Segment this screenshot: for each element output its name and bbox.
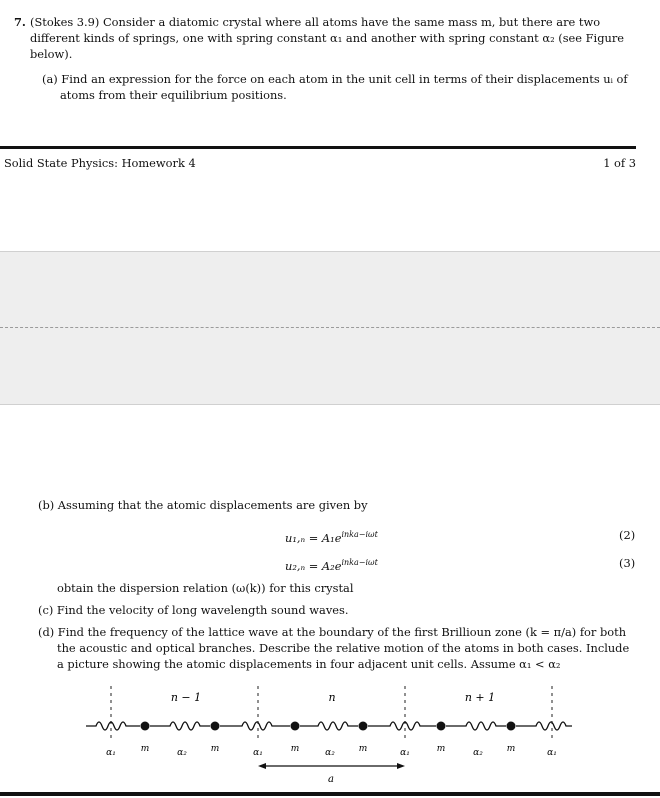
problem-number: 7. xyxy=(14,15,26,29)
spring-label: α₂ xyxy=(177,748,187,758)
spring-alpha2 xyxy=(446,722,506,730)
atom-mass xyxy=(291,722,300,731)
equation-2-number: (2) xyxy=(619,528,636,542)
cell-label: n + 1 xyxy=(464,691,496,704)
spring-label: α₁ xyxy=(253,748,263,758)
equation-3-body: u₂,ₙ = A₂e xyxy=(285,558,342,573)
equation-3-number: (3) xyxy=(619,556,636,570)
equation-2-body: u₁,ₙ = A₁e xyxy=(285,530,342,545)
diatomic-chain-figure xyxy=(0,678,660,798)
spring-label: α₂ xyxy=(325,748,335,758)
spring-label: α₁ xyxy=(106,748,116,758)
part-b-intro: (b) Assuming that the atomic displacements are given by xyxy=(38,498,368,512)
part-b-obtain: obtain the dispersion relation (ω(k)) for this crystal xyxy=(57,581,354,595)
part-a-line2: atoms from their equilibrium positions. xyxy=(60,88,287,102)
page-header-title: Solid State Physics: Homework 4 xyxy=(4,156,196,170)
arrow-head-left xyxy=(258,763,266,769)
mass-label: m xyxy=(436,744,446,754)
mass-label: m xyxy=(210,744,220,754)
mass-label: m xyxy=(506,744,516,754)
spring-alpha1 xyxy=(220,722,290,730)
part-d-line2: the acoustic and optical branches. Describe the relative motion of the atoms in both cases. Include xyxy=(57,641,630,655)
atom-mass xyxy=(437,722,446,731)
page-break-gap xyxy=(0,251,660,405)
arrow-head-right xyxy=(397,763,405,769)
part-d-line1: (d) Find the frequency of the lattice wave at the boundary of the first Brillioun zone (k = π/a) for both xyxy=(38,625,627,639)
equation-2-exponent: inka−iωt xyxy=(341,530,378,539)
spring-label: α₁ xyxy=(547,748,557,758)
spring-label: α₂ xyxy=(473,748,483,758)
part-d-line3: a picture showing the atomic displacements in four adjacent unit cells. Assume α₁ < α₂ xyxy=(57,657,561,671)
equation-3 xyxy=(285,555,378,574)
atom-mass xyxy=(211,722,220,731)
problem-intro-line2: different kinds of springs, one with spring constant α₁ and another with spring constant α₂ (see Figure xyxy=(30,31,625,45)
bottom-rule xyxy=(0,792,660,796)
page-number: 1 of 3 xyxy=(603,156,636,170)
problem-intro-line3: below). xyxy=(30,47,73,61)
atom-mass xyxy=(507,722,516,731)
page-break-line xyxy=(0,327,660,328)
mass-label: m xyxy=(140,744,150,754)
lattice-constant-label: a xyxy=(328,774,334,785)
spring-alpha1 xyxy=(86,722,140,730)
cell-label: n xyxy=(328,691,336,704)
mass-label: m xyxy=(358,744,368,754)
spring-alpha1 xyxy=(368,722,436,730)
problem-intro-line1: (Stokes 3.9) Consider a diatomic crystal where all atoms have the same mass m, but there are two xyxy=(30,15,601,29)
equation-2 xyxy=(285,527,378,546)
cell-label: n − 1 xyxy=(170,691,202,704)
atom-mass xyxy=(141,722,150,731)
spring-alpha2 xyxy=(150,722,210,730)
spring-alpha2 xyxy=(300,722,358,730)
equation-3-exponent: inka−iωt xyxy=(341,558,378,567)
mass-label: m xyxy=(290,744,300,754)
spring-label: α₁ xyxy=(400,748,410,758)
part-c-text: (c) Find the velocity of long wavelength sound waves. xyxy=(38,603,349,617)
spring-alpha1 xyxy=(516,722,572,730)
atom-mass xyxy=(359,722,368,731)
part-a-line1: (a) Find an expression for the force on each atom in the unit cell in terms of their displacements uᵢ of xyxy=(42,72,628,86)
header-rule xyxy=(0,146,636,149)
